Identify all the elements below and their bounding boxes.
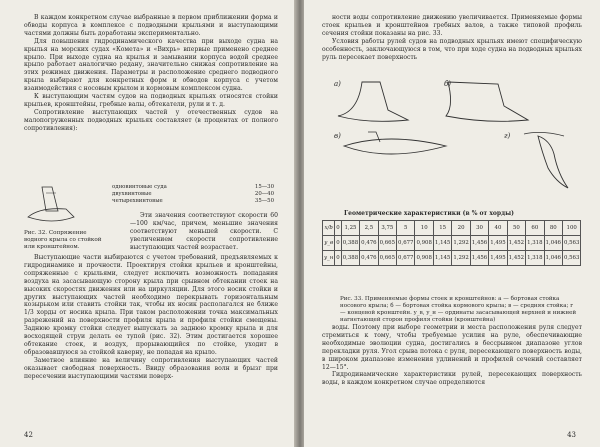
left-text-block-2: Эти значения соответствуют скорости 60—100 км/час, причем, меньшие значения соответствуют меньшей скорости. С увеличением скорости сопротивление выступающих частей возрастает. — [130, 212, 278, 251]
legend-row: двухвинтовые 20—40 — [112, 190, 274, 197]
table-row: x/b 0 1,25 2,5 3,75 5 10 15 20 30 40 50 60 80 100 — [323, 221, 581, 236]
strut-g — [538, 136, 568, 188]
table-row: y_н 0 0,388 0,476 0,665 0,677 0,908 1,145 1,292 1,456 1,495 1,452 1,318 1,046 0,563 — [323, 251, 581, 266]
legend-row: четырехвинтовые 35—50 — [112, 197, 274, 204]
right-page — [304, 0, 600, 447]
fig-label-g: г) — [504, 132, 511, 140]
fig-label-b: б) — [444, 80, 452, 88]
page-number-left: 42 — [24, 431, 33, 439]
resistance-legend — [112, 184, 274, 204]
right-text-block-2: воды. Поэтому при выборе геометрии и места расположения руля следует стремиться к тому, чтобы требуемые усилия на руле, обеспечивающие необходимые эволюции судна, достигались в бессрывном диапазоне углов перекладки руля. Угол срыва потока с руля, пересекающего поверхность воды, в широком диапазоне изменения удлинений и профилей сечений составляет 12—15°. Гидродинамические характеристики рулей, пересекающих поверхность воды, в каждом конкретном случае определяются — [322, 324, 582, 387]
left-text-block-1: В каждом конкретном случае выбранные в первом приближении форма и обводы корпуса в комплексе с подводными крыльями и выступающими частями должны быть доработаны экспериментально. Для повышения гидродинамического качества при выходе судна на крылья на морских судах «Комета» и «Вихрь» впервые применено среднее крыло. При выходе судна на крылья и замывании корпуса водой среднее крыло работает аналогично редану, значительно снижая сопротивление на этих режимах движения. Параметры и расположение среднего подводного крыла выбирают для конкретных форм и обводов корпуса с учетом взаимодействия с носовым крылом и кормовым комплексом судна. К выступающим частям судов на подводных крыльях относятся стойки крыльев, кронштейны, гребные валы, обтекатели, рули и т. д. Сопротивление выступающих частей у отечественных судов на малопогруженных подводных крыльях составляет (в процентах от полного сопротивления): — [24, 14, 278, 132]
strut-v — [344, 139, 446, 154]
legend-row: одновинтовые суда 15—30 — [112, 184, 274, 190]
fig-label-a: а) — [334, 80, 341, 88]
figure-32-caption: Рис. 32. Сопряжение водного крыла со стойкой или кронштейном. — [24, 230, 102, 250]
figure-33-caption: Рис. 33. Применяемые формы стоек и кронштейнов: а — бортовая стойка носового крыла; б — бортовая стойка кормового крыла; в — средняя стойка; г — концевой кронштейн. y_в, y_н — ординаты засасывающей верхней и нижней нагнетающей сторон профиля стойки (кронштейна) — [340, 296, 577, 323]
table-title: Геометрические характеристики (в % от хорды) — [344, 210, 514, 217]
strut-b — [446, 82, 528, 121]
left-text-block-3: Выступающие части выбираются с учетом требований, предъявляемых к гидродинамике и прочности. Проектируя стойки крыльев и кронштейны, сопряженные с крыльями, следует исключить возможность попадания воздуха на засасывающую сторону крыла при срывном обтекании стоек на высоких скоростях движения или на циркуляции. Для этого носик стойки и других выступающих частей необходимо перекрывать горизонтальным козырьком или ставить стойки так, чтобы их носик располагался не ближе 1/3 хорды от носика крыла. При таком расположении точка максимальных разрежений на поверхности профиля крыла и профиля стойки смещены. Заднюю кромку стойки следует выпускать за заднюю кромку крыла и для восходящей струи делать ее тупой (рис. 32). Этим достигается хорошее обтекание стоек, и воздух, прорывающийся по стойке, уходит в образовавшуюся за стойкой каверну, не попадая на крыло. Заметное влияние на величину сопротивления выступающих частей оказывает свободная поверхность. Ввиду образования волн и брызг при пересечении выступающими частями поверх- — [24, 254, 278, 380]
figure-32-illustration — [22, 183, 82, 233]
figure-33-struts — [328, 76, 588, 196]
fig-label-v: в) — [334, 132, 341, 140]
left-page — [0, 0, 296, 447]
right-text-block-1: ности воды сопротивление движению увеличивается. Применяемые формы стоек крыльев и кронштейнов гребных валов, а также типовой профиль сечения стойки показаны на рис. 33. Условия работы рулей судов на подводных крыльях имеют специфическую особенность, заключающуюся в том, что при ходе судна на подводных крыльях руль пересекает поверхность — [322, 14, 582, 61]
geometry-table — [322, 220, 581, 266]
table-row: y_в 0 0,388 0,476 0,665 0,677 0,908 1,145 1,292 1,456 1,495 1,452 1,318 1,046 0,563 — [323, 236, 581, 251]
page-number-right: 43 — [567, 431, 576, 439]
strut-a — [338, 82, 408, 121]
